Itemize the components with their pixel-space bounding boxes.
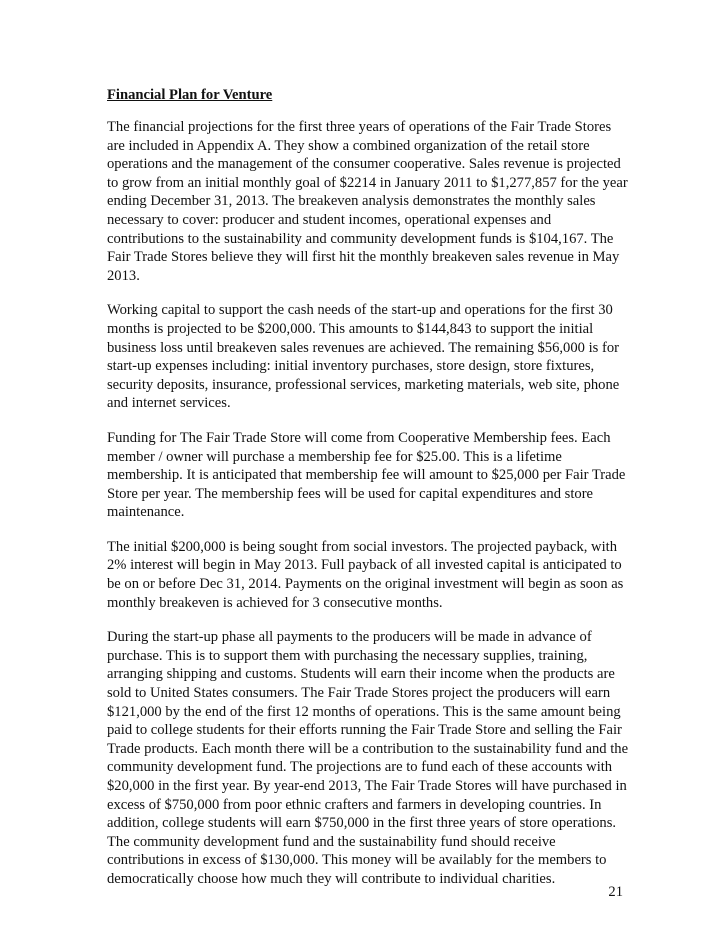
paragraph-investors: The initial $200,000 is being sought from social investors. The projected payback, with 2% interest will begin in May 2013. Full payback of all invested capital is anticipated to be on or before Dec 31, 2014. Payments on the original investment will begin as soon as monthly breakeven is achieved for 3 consecutive months. [107, 538, 624, 611]
paragraph-working-capital: Working capital to support the cash needs of the start-up and operations for the first 30 months is projected to be $200,000. This amounts to $144,843 to support the initial business loss until breakeven sales revenues are achieved. The remaining $56,000 is for start-up expenses including: initial inventory purchases, store design, store fixtures, security deposits, insurance, professional services, marketing materials, web site, phone and internet services. [107, 302, 620, 412]
paragraph-funding: Funding for The Fair Trade Store will come from Cooperative Membership fees. Each member / owner will purchase a membership fee for $25.00. This is a lifetime membership. It is anticipated that membership fee will amount to $25,000 per Fair Trade Store per year. The membership fees will be used for capital expenditures and store maintenance. [107, 429, 626, 521]
document-body [107, 86, 631, 905]
paragraph-financial-projections: The financial projections for the first three years of operations of the Fair Trade Stores are included in Appendix A. They show a combined organization of the retail store operations and the management of the consumer cooperative. Sales revenue is projected to grow from an initial monthly goal of $2214 in January 2011 to $1,277,857 for the year ending December 31, 2013. The breakeven analysis demonstrates the monthly sales necessary to cover: producer and student incomes, operational expenses and contributions to the sustainability and community development funds is $104,167. The Fair Trade Stores believe they will first hit the monthly breakeven sales revenue in May 2013. [107, 119, 628, 284]
section-heading: Financial Plan for Venture [107, 87, 273, 103]
paragraph-startup-phase: During the start-up phase all payments to the producers will be made in advance of purchase. This is to support them with purchasing the necessary supplies, training, arranging shipping and customs. Students will earn their income when the products are sold to United States consumers. The Fair Trade Stores project the producers will earn $121,000 by the end of the first 12 months of operations. This is the same amount being paid to college students for their efforts running the Fair Trade Store and selling the Fair Trade products. Each month there will be a contribution to the sustainability fund and the community development fund. The projections are to fund each of these accounts with $20,000 in the first year. By year-end 2013, The Fair Trade Stores will have purchased in excess of $750,000 from poor ethnic crafters and farmers in developing countries. In addition, college students will earn $750,000 in the first three years of store operations. The community development fund and the sustainability fund should receive contributions in excess of $130,000. This money will be availably for the members to democratically choose how much they will contribute to individual charities. [107, 629, 629, 887]
page-number: 21 [608, 884, 623, 900]
